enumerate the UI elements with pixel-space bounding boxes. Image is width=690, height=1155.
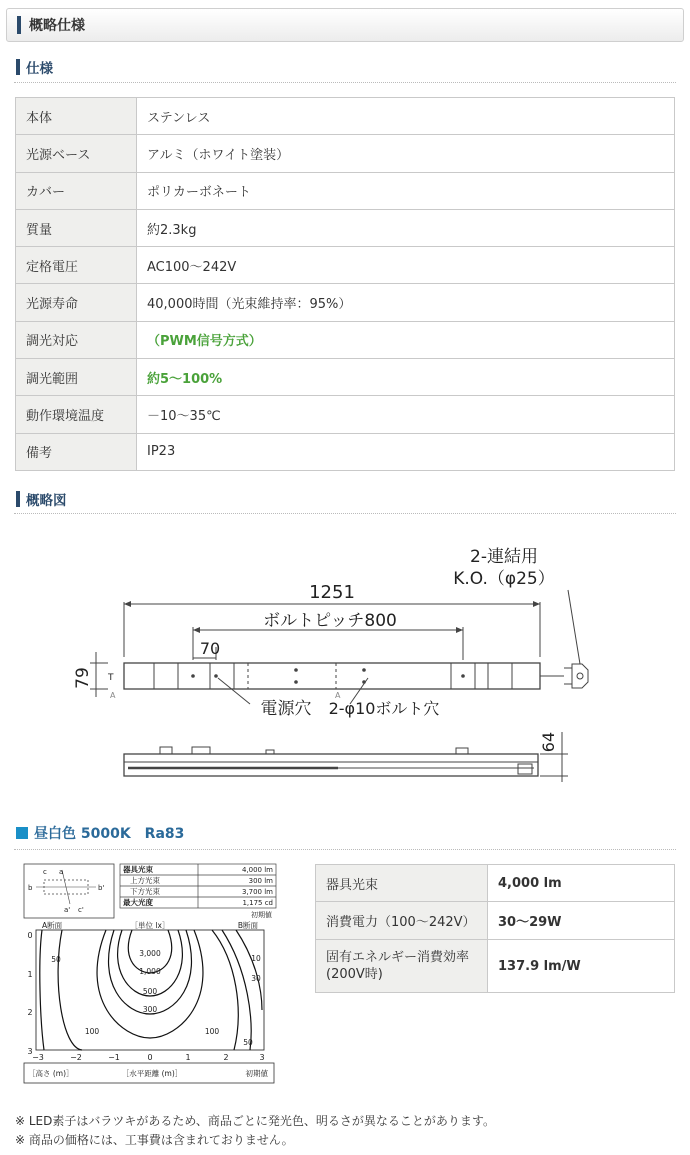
spec-key: 備考	[16, 433, 137, 470]
x-axis-title: ［水平距離 (m)］	[121, 1069, 183, 1078]
spec-value: アルミ（ホワイト塗装）	[137, 135, 675, 172]
unit-label: ［単位 lx］	[130, 921, 170, 930]
x-tick: −2	[70, 1053, 82, 1062]
y-tick: 1	[27, 970, 33, 979]
dim-offset-label: 70	[199, 639, 221, 658]
diagram-section-title: 概略図	[26, 493, 67, 509]
y-tick: 3	[27, 1047, 33, 1056]
initial-value-label: 初期値	[251, 911, 272, 919]
y-tick: 0	[27, 931, 33, 940]
x-tick: −3	[32, 1053, 44, 1062]
mark-a-label: A	[110, 691, 116, 700]
spec-section-title: 仕様	[26, 61, 53, 77]
notes	[15, 1112, 495, 1150]
x-tick: 2	[223, 1053, 229, 1062]
perf-key: 固有エネルギー消費効率 (200V時)	[316, 940, 488, 993]
key-b: b	[28, 884, 33, 892]
key-b-prime: b'	[98, 884, 105, 892]
color-section-heading	[16, 822, 184, 844]
ko-label-line2: K.O.（φ25）	[453, 569, 555, 589]
a-section-label: A断面	[42, 921, 63, 930]
spec-value: －10～35℃	[137, 396, 675, 433]
contour-label: 300	[142, 1005, 158, 1014]
diagram-section-heading	[16, 489, 67, 509]
key-c-prime: c'	[78, 906, 84, 914]
dim-height-label: 79	[73, 667, 93, 689]
lum-row-value: 300 lm	[248, 877, 273, 885]
spec-key: 調光対応	[16, 321, 137, 358]
spec-row	[16, 396, 675, 433]
perf-key: 消費電力（100～242V）	[316, 902, 488, 940]
section-accent-bar	[16, 59, 20, 75]
y-axis-title: ［高さ (m)］	[28, 1069, 74, 1078]
perf-row	[316, 902, 675, 940]
spec-value: （PWM信号方式）	[137, 321, 675, 358]
ko-label-line1: 2-連結用	[470, 547, 538, 567]
dim-bolt-pitch-label: ボルトピッチ800	[263, 611, 397, 631]
lum-row-value: 4,000 lm	[241, 866, 273, 874]
spec-value: IP23	[137, 433, 675, 470]
page-title: 概略仕様	[29, 18, 85, 34]
note-line: ※ LED素子はバラツキがあるため、商品ごとに発光色、明るさが異なることがあります。	[15, 1114, 495, 1128]
x-tick: −1	[108, 1053, 120, 1062]
spec-key: 質量	[16, 209, 137, 246]
performance-table	[315, 864, 675, 993]
spec-table	[15, 97, 675, 471]
spec-row	[16, 359, 675, 396]
spec-row	[16, 321, 675, 358]
dim-length-label: 1251	[309, 582, 355, 603]
spec-row	[16, 172, 675, 209]
spec-key: 光源寿命	[16, 284, 137, 321]
contour-label: 50	[51, 955, 61, 964]
spec-section-heading	[16, 57, 53, 77]
bolt-hole-label: 2-φ10ボルト穴	[328, 699, 440, 718]
mark-t-label: T	[108, 673, 114, 683]
note-line: ※ 商品の価格には、工事費は含まれておりません。	[15, 1133, 294, 1147]
contour-label: 10	[251, 954, 261, 963]
b-section-label: B断面	[237, 921, 258, 930]
perf-value: 4,000 lm	[488, 865, 675, 902]
contour-label: 3,000	[139, 949, 161, 958]
spec-value: ポリカーボネート	[137, 172, 675, 209]
y-tick: 2	[27, 1008, 33, 1017]
spec-row	[16, 209, 675, 246]
contour-label: 100	[84, 1027, 100, 1036]
spec-row	[16, 284, 675, 321]
color-square-icon	[16, 827, 28, 839]
perf-row	[316, 865, 675, 902]
dim-depth-label: 64	[539, 731, 558, 753]
spec-value: 約2.3kg	[137, 209, 675, 246]
color-section-title: 昼白色 5000K Ra83	[34, 826, 185, 842]
divider	[14, 513, 676, 514]
spec-key: 動作環境温度	[16, 396, 137, 433]
contour-label: 1,000	[139, 967, 161, 976]
divider	[14, 82, 676, 83]
spec-row	[16, 135, 675, 172]
spec-value: 40,000時間（光束維持率：95%）	[137, 284, 675, 321]
contour-label: 100	[204, 1027, 220, 1036]
spec-value: 約5～100%	[137, 359, 675, 396]
spec-key: カバー	[16, 172, 137, 209]
perf-key: 器具光束	[316, 865, 488, 902]
key-a-prime: a'	[64, 906, 71, 914]
contour-label: 500	[142, 987, 158, 996]
lum-row-label: 上方光束	[130, 876, 160, 885]
perf-value: 30～29W	[488, 902, 675, 940]
spec-key: 定格電圧	[16, 247, 137, 284]
key-a: a	[59, 868, 64, 876]
perf-value: 137.9 lm/W	[488, 940, 675, 993]
lum-row-label: 下方光束	[130, 887, 160, 896]
spec-value: AC100～242V	[137, 247, 675, 284]
lum-row-label: 最大光度	[123, 898, 153, 907]
spec-key: 本体	[16, 98, 137, 135]
lum-row-label: 器具光束	[123, 865, 153, 874]
lum-row-value: 1,175 cd	[242, 899, 273, 907]
spec-key: 調光範囲	[16, 359, 137, 396]
page-header	[6, 8, 684, 42]
divider	[14, 849, 676, 850]
outline-drawing	[68, 532, 648, 792]
spec-row	[16, 247, 675, 284]
x-tick: 0	[147, 1053, 153, 1062]
contour-label: 30	[251, 974, 261, 983]
spec-key: 光源ベース	[16, 135, 137, 172]
spec-row	[16, 98, 675, 135]
x-tick: 3	[259, 1053, 265, 1062]
lum-row-value: 3,700 lm	[241, 888, 273, 896]
footer-initial-label: 初期値	[245, 1069, 268, 1078]
perf-row	[316, 940, 675, 993]
contour-label: 50	[243, 1038, 253, 1047]
mark-a-label: A	[335, 691, 341, 700]
x-tick: 1	[185, 1053, 191, 1062]
power-hole-label: 電源穴	[260, 699, 312, 719]
spec-value: ステンレス	[137, 98, 675, 135]
spec-row	[16, 433, 675, 470]
photometric-diagram	[22, 860, 277, 1085]
header-accent-bar	[17, 16, 21, 34]
section-accent-bar	[16, 491, 20, 507]
key-c: c	[43, 868, 47, 876]
